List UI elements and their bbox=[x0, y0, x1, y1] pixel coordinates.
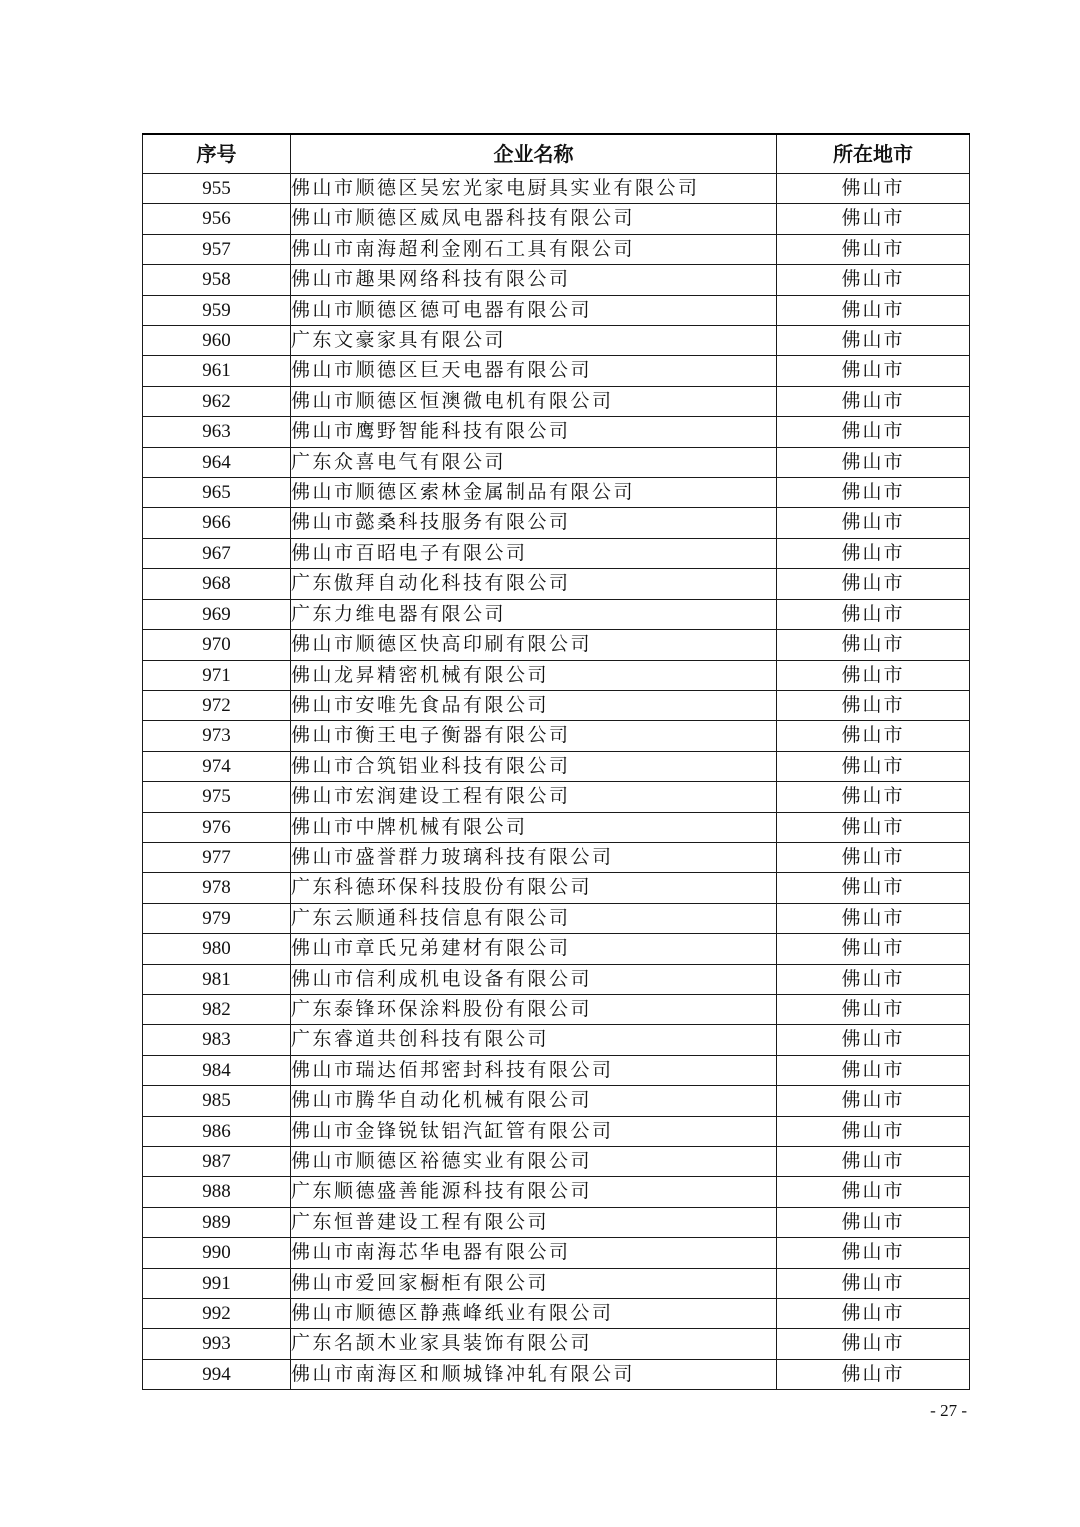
table-row bbox=[143, 1025, 970, 1055]
table-row bbox=[143, 1147, 970, 1177]
row-index: 991 bbox=[143, 1268, 291, 1298]
row-city: 佛山市 bbox=[777, 1055, 970, 1085]
row-company-name: 佛山市顺德区威凤电器科技有限公司 bbox=[291, 204, 777, 234]
table-row bbox=[143, 174, 970, 204]
row-city: 佛山市 bbox=[777, 569, 970, 599]
table-row bbox=[143, 934, 970, 964]
row-index: 974 bbox=[143, 751, 291, 781]
row-index: 993 bbox=[143, 1329, 291, 1359]
row-index: 971 bbox=[143, 660, 291, 690]
row-company-name: 广东名颉木业家具装饰有限公司 bbox=[291, 1329, 777, 1359]
table-row bbox=[143, 1268, 970, 1298]
table-row bbox=[143, 1177, 970, 1207]
row-city: 佛山市 bbox=[777, 234, 970, 264]
row-company-name: 广东傲拜自动化科技有限公司 bbox=[291, 569, 777, 599]
table-row bbox=[143, 538, 970, 568]
row-company-name: 佛山市瑞达佰邦密封科技有限公司 bbox=[291, 1055, 777, 1085]
row-company-name: 广东恒普建设工程有限公司 bbox=[291, 1207, 777, 1237]
row-city: 佛山市 bbox=[777, 386, 970, 416]
table-row bbox=[143, 812, 970, 842]
row-city: 佛山市 bbox=[777, 417, 970, 447]
row-index: 968 bbox=[143, 569, 291, 599]
row-company-name: 佛山市南海超利金刚石工具有限公司 bbox=[291, 234, 777, 264]
row-company-name: 佛山市顺德区吴宏光家电厨具实业有限公司 bbox=[291, 174, 777, 204]
table-row bbox=[143, 690, 970, 720]
row-city: 佛山市 bbox=[777, 1025, 970, 1055]
table-row bbox=[143, 903, 970, 933]
row-company-name: 广东睿道共创科技有限公司 bbox=[291, 1025, 777, 1055]
row-city: 佛山市 bbox=[777, 538, 970, 568]
row-city: 佛山市 bbox=[777, 690, 970, 720]
header-company-name: 企业名称 bbox=[291, 134, 777, 174]
row-company-name: 佛山市宏润建设工程有限公司 bbox=[291, 782, 777, 812]
row-city: 佛山市 bbox=[777, 265, 970, 295]
row-city: 佛山市 bbox=[777, 326, 970, 356]
row-city: 佛山市 bbox=[777, 295, 970, 325]
row-company-name: 佛山市信利成机电设备有限公司 bbox=[291, 964, 777, 994]
row-city: 佛山市 bbox=[777, 478, 970, 508]
row-city: 佛山市 bbox=[777, 994, 970, 1024]
row-index: 978 bbox=[143, 873, 291, 903]
table-row bbox=[143, 630, 970, 660]
row-company-name: 广东力维电器有限公司 bbox=[291, 599, 777, 629]
table-row bbox=[143, 234, 970, 264]
row-index: 965 bbox=[143, 478, 291, 508]
row-index: 977 bbox=[143, 842, 291, 872]
row-index: 994 bbox=[143, 1359, 291, 1389]
row-city: 佛山市 bbox=[777, 356, 970, 386]
row-city: 佛山市 bbox=[777, 751, 970, 781]
row-company-name: 广东泰锋环保涂料股份有限公司 bbox=[291, 994, 777, 1024]
row-city: 佛山市 bbox=[777, 903, 970, 933]
row-city: 佛山市 bbox=[777, 1207, 970, 1237]
row-company-name: 佛山市腾华自动化机械有限公司 bbox=[291, 1086, 777, 1116]
page-number: - 27 - bbox=[930, 1401, 967, 1420]
row-index: 961 bbox=[143, 356, 291, 386]
row-company-name: 广东顺德盛善能源科技有限公司 bbox=[291, 1177, 777, 1207]
row-city: 佛山市 bbox=[777, 508, 970, 538]
row-company-name: 佛山市中牌机械有限公司 bbox=[291, 812, 777, 842]
row-city: 佛山市 bbox=[777, 630, 970, 660]
table-row bbox=[143, 599, 970, 629]
row-city: 佛山市 bbox=[777, 204, 970, 234]
row-city: 佛山市 bbox=[777, 1086, 970, 1116]
row-index: 992 bbox=[143, 1299, 291, 1329]
row-index: 956 bbox=[143, 204, 291, 234]
row-index: 959 bbox=[143, 295, 291, 325]
row-company-name: 广东云顺通科技信息有限公司 bbox=[291, 903, 777, 933]
header-index: 序号 bbox=[143, 134, 291, 174]
row-index: 981 bbox=[143, 964, 291, 994]
row-city: 佛山市 bbox=[777, 599, 970, 629]
row-index: 958 bbox=[143, 265, 291, 295]
table-row bbox=[143, 842, 970, 872]
row-company-name: 佛山市顺德区索林金属制品有限公司 bbox=[291, 478, 777, 508]
row-index: 973 bbox=[143, 721, 291, 751]
row-index: 960 bbox=[143, 326, 291, 356]
row-company-name: 佛山市盛誉群力玻璃科技有限公司 bbox=[291, 842, 777, 872]
table-row bbox=[143, 721, 970, 751]
row-company-name: 广东众喜电气有限公司 bbox=[291, 447, 777, 477]
row-city: 佛山市 bbox=[777, 1238, 970, 1268]
row-city: 佛山市 bbox=[777, 174, 970, 204]
table-row bbox=[143, 1299, 970, 1329]
table-row bbox=[143, 417, 970, 447]
table-row bbox=[143, 1055, 970, 1085]
row-city: 佛山市 bbox=[777, 842, 970, 872]
row-company-name: 佛山市鹰野智能科技有限公司 bbox=[291, 417, 777, 447]
row-index: 969 bbox=[143, 599, 291, 629]
row-company-name: 佛山市顺德区静燕峰纸业有限公司 bbox=[291, 1299, 777, 1329]
row-index: 987 bbox=[143, 1147, 291, 1177]
row-index: 986 bbox=[143, 1116, 291, 1146]
table-row bbox=[143, 782, 970, 812]
row-company-name: 佛山市安唯先食品有限公司 bbox=[291, 690, 777, 720]
row-company-name: 佛山市百昭电子有限公司 bbox=[291, 538, 777, 568]
row-city: 佛山市 bbox=[777, 964, 970, 994]
row-company-name: 佛山龙昇精密机械有限公司 bbox=[291, 660, 777, 690]
row-company-name: 佛山市顺德区快高印刷有限公司 bbox=[291, 630, 777, 660]
table-row bbox=[143, 751, 970, 781]
table-row bbox=[143, 1238, 970, 1268]
table-row bbox=[143, 508, 970, 538]
row-city: 佛山市 bbox=[777, 1147, 970, 1177]
row-company-name: 佛山市南海区和顺城锋冲轧有限公司 bbox=[291, 1359, 777, 1389]
table-row bbox=[143, 1116, 970, 1146]
table-row bbox=[143, 660, 970, 690]
row-city: 佛山市 bbox=[777, 1299, 970, 1329]
table-row bbox=[143, 356, 970, 386]
row-city: 佛山市 bbox=[777, 1116, 970, 1146]
row-city: 佛山市 bbox=[777, 1268, 970, 1298]
row-company-name: 佛山市衡王电子衡器有限公司 bbox=[291, 721, 777, 751]
table-body bbox=[143, 174, 970, 1390]
table-row bbox=[143, 204, 970, 234]
row-index: 990 bbox=[143, 1238, 291, 1268]
row-company-name: 佛山市南海芯华电器有限公司 bbox=[291, 1238, 777, 1268]
row-company-name: 佛山市顺德区巨天电器有限公司 bbox=[291, 356, 777, 386]
row-city: 佛山市 bbox=[777, 721, 970, 751]
row-index: 989 bbox=[143, 1207, 291, 1237]
table-row bbox=[143, 1329, 970, 1359]
row-company-name: 佛山市金锋锐钛铝汽缸管有限公司 bbox=[291, 1116, 777, 1146]
row-company-name: 佛山市章氏兄弟建材有限公司 bbox=[291, 934, 777, 964]
row-index: 979 bbox=[143, 903, 291, 933]
table-row bbox=[143, 326, 970, 356]
table-row bbox=[143, 1086, 970, 1116]
row-index: 983 bbox=[143, 1025, 291, 1055]
table-row bbox=[143, 1359, 970, 1389]
row-company-name: 佛山市顺德区恒澳微电机有限公司 bbox=[291, 386, 777, 416]
row-index: 963 bbox=[143, 417, 291, 447]
row-index: 980 bbox=[143, 934, 291, 964]
row-index: 976 bbox=[143, 812, 291, 842]
row-company-name: 佛山市顺德区裕德实业有限公司 bbox=[291, 1147, 777, 1177]
table-row bbox=[143, 295, 970, 325]
row-city: 佛山市 bbox=[777, 1359, 970, 1389]
row-company-name: 佛山市合筑铝业科技有限公司 bbox=[291, 751, 777, 781]
header-city: 所在地市 bbox=[777, 134, 970, 174]
table-row bbox=[143, 964, 970, 994]
row-city: 佛山市 bbox=[777, 660, 970, 690]
row-index: 975 bbox=[143, 782, 291, 812]
row-company-name: 佛山市顺德区德可电器有限公司 bbox=[291, 295, 777, 325]
row-company-name: 佛山市懿桑科技服务有限公司 bbox=[291, 508, 777, 538]
table-row bbox=[143, 1207, 970, 1237]
row-city: 佛山市 bbox=[777, 934, 970, 964]
row-index: 966 bbox=[143, 508, 291, 538]
row-index: 988 bbox=[143, 1177, 291, 1207]
table-row bbox=[143, 447, 970, 477]
row-index: 962 bbox=[143, 386, 291, 416]
row-company-name: 佛山市趣果网络科技有限公司 bbox=[291, 265, 777, 295]
row-index: 955 bbox=[143, 174, 291, 204]
row-index: 957 bbox=[143, 234, 291, 264]
table-row bbox=[143, 569, 970, 599]
enterprise-table bbox=[142, 133, 970, 1390]
row-index: 967 bbox=[143, 538, 291, 568]
row-city: 佛山市 bbox=[777, 447, 970, 477]
row-company-name: 广东文豪家具有限公司 bbox=[291, 326, 777, 356]
row-company-name: 广东科德环保科技股份有限公司 bbox=[291, 873, 777, 903]
row-index: 984 bbox=[143, 1055, 291, 1085]
row-index: 982 bbox=[143, 994, 291, 1024]
row-index: 985 bbox=[143, 1086, 291, 1116]
row-index: 972 bbox=[143, 690, 291, 720]
row-company-name: 佛山市爱回家橱柜有限公司 bbox=[291, 1268, 777, 1298]
table-row bbox=[143, 386, 970, 416]
table-row bbox=[143, 994, 970, 1024]
row-city: 佛山市 bbox=[777, 812, 970, 842]
table-row bbox=[143, 478, 970, 508]
table-header bbox=[143, 134, 970, 174]
table-row bbox=[143, 265, 970, 295]
row-city: 佛山市 bbox=[777, 1177, 970, 1207]
row-city: 佛山市 bbox=[777, 1329, 970, 1359]
row-index: 970 bbox=[143, 630, 291, 660]
table-row bbox=[143, 873, 970, 903]
row-city: 佛山市 bbox=[777, 873, 970, 903]
row-city: 佛山市 bbox=[777, 782, 970, 812]
row-index: 964 bbox=[143, 447, 291, 477]
